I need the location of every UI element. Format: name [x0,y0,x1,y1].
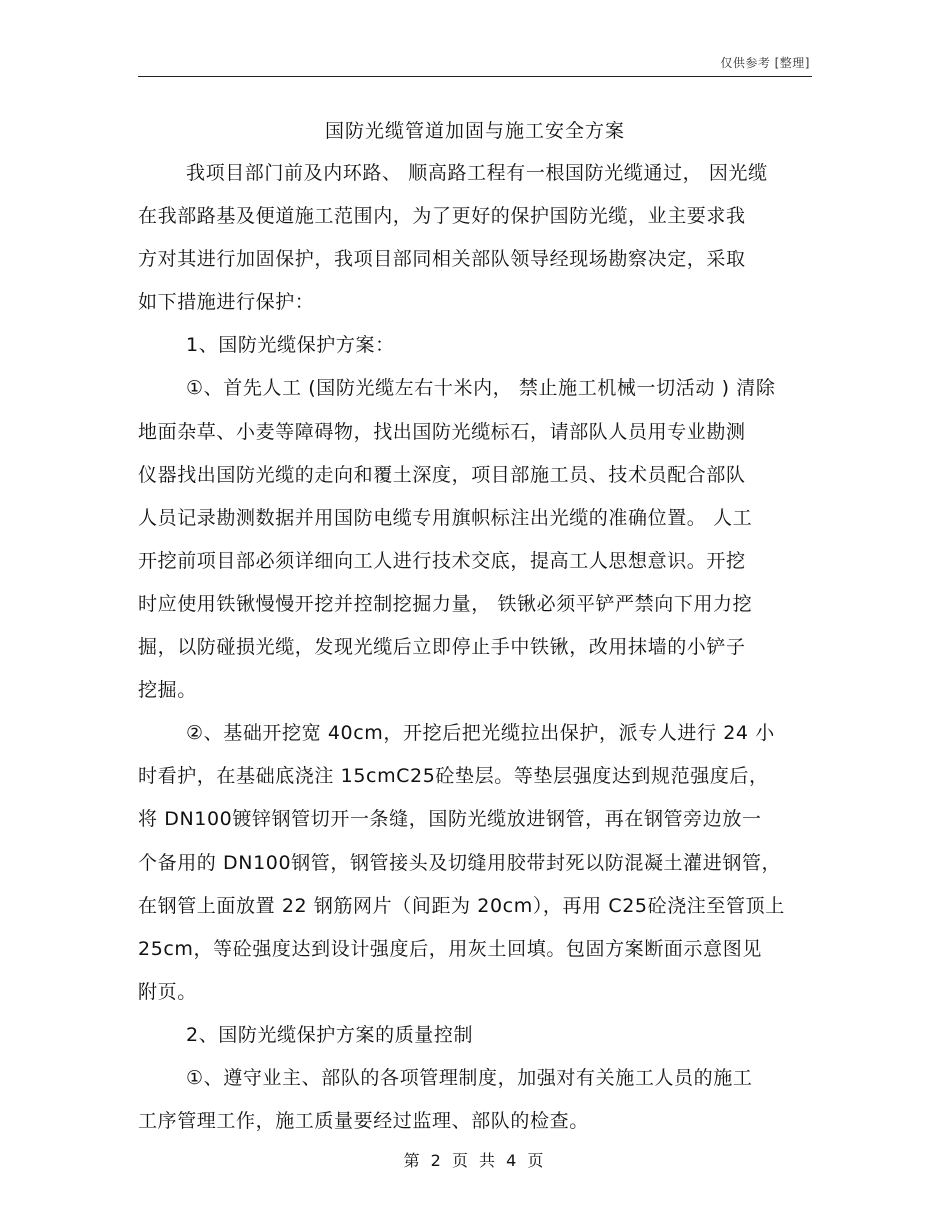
page-number: 第 2 页 共 4 页 [403,1151,547,1170]
text-line: ①、遵守业主、部队的各项管理制度，加强对有关施工人员的施工 [186,1066,753,1089]
text-line: 我项目部门前及内环路、 顺高路工程有一根国防光缆通过， 因光缆 [186,162,768,184]
text-line: 附页。 [138,980,197,1003]
text-line: 方对其进行加固保护，我项目部同相关部队领导经现场勘察决定，采取 [138,248,746,271]
text-line: 将 DN100镀锌钢管切开一条缝，国防光缆放进钢管，再在钢管旁边放一 [138,808,762,831]
text-line: 个备用的 DN100钢管，钢管接头及切缝用胶带封死以防混凝土灌进钢管， [138,851,782,874]
text-line: ①、首先人工 (国防光缆左右十米内， 禁止施工机械一切活动 ) 清除 [186,377,776,400]
text-line: ②、基础开挖宽 40cm，开挖后把光缆拉出保护，派专人进行 24 小 [186,722,775,745]
text-line: 掘，以防碰损光缆，发现光缆后立即停止手中铁锹，改用抹墙的小铲子 [138,636,746,659]
text-line: 仪器找出国防光缆的走向和覆土深度，项目部施工员、技术员配合部队 [138,463,746,486]
text-line: 在钢管上面放置 22 钢筋网片（间距为 20cm），再用 C25砼浇注至管顶上 [138,894,785,917]
text-line: 工序管理工作，施工质量要经过监理、部队的检查。 [138,1110,589,1133]
section-heading: 1、国防光缆保护方案： [186,334,395,357]
document-body [138,157,812,1148]
text-line: 人员记录勘测数据并用国防电缆专用旗帜标注出光缆的准确位置。 人工 [138,506,753,529]
section-heading: 2、国防光缆保护方案的质量控制 [186,1023,474,1046]
text-line: 如下措施进行保护： [138,291,315,314]
text-line: 在我部路基及便道施工范围内，为了更好的保护国防光缆，业主要求我 [138,205,746,228]
text-line: 挖掘。 [138,679,197,702]
document-title: 国防光缆管道加固与施工安全方案 [324,120,625,142]
text-line: 开挖前项目部必须详细向工人进行技术交底，提高工人思想意识。开挖 [138,549,746,572]
header-divider [138,76,812,77]
text-line: 25cm，等砼强度达到设计强度后，用灰土回填。包固方案断面示意图见 [138,937,762,960]
text-line: 时应使用铁锹慢慢开挖并控制挖掘力量， 铁锹必须平铲严禁向下用力挖 [138,592,753,615]
text-line: 时看护，在基础底浇注 15cmC25砼垫层。等垫层强度达到规范强度后， [138,765,769,788]
header-note: 仅供参考 [整理] [720,56,810,70]
text-line: 地面杂草、小麦等障碍物，找出国防光缆标石，请部队人员用专业勘测 [138,420,746,443]
